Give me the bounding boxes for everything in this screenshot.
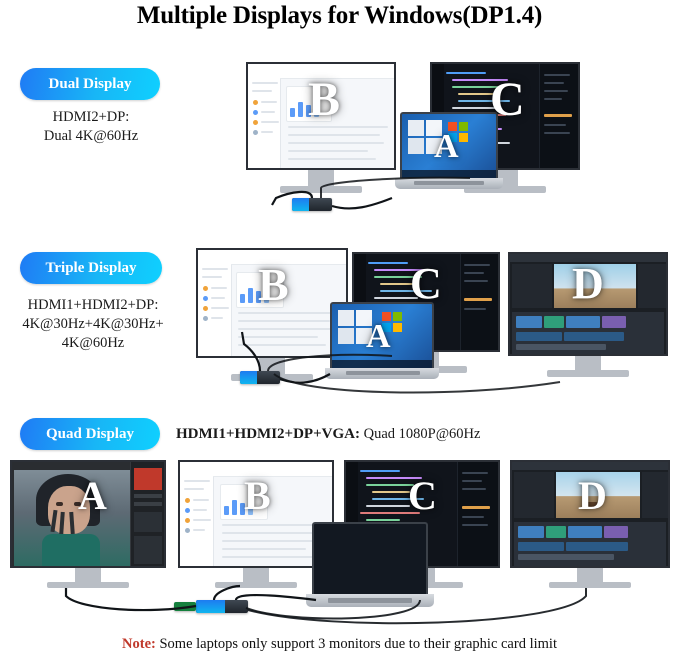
hub-quad: [196, 600, 248, 613]
footer-note-prefix: Note:: [122, 636, 156, 652]
spec-triple-line-2: 4K@30Hz+4K@30Hz+: [22, 316, 164, 332]
monitor-triple-d-label: D: [572, 259, 604, 308]
spec-triple-display: [8, 296, 178, 353]
spec-triple-line-1: HDMI1+HDMI2+DP:: [27, 297, 159, 313]
hub-triple: [240, 371, 280, 384]
badge-quad-display: [20, 418, 160, 450]
hub-dual: [292, 198, 332, 211]
monitor-triple-b-label: B: [258, 259, 289, 310]
monitor-quad-d: [510, 460, 670, 588]
spec-dual-line-2: Dual 4K@60Hz: [43, 128, 139, 144]
spec-dual-display: [18, 108, 164, 146]
monitor-quad-c-label: C: [408, 473, 437, 518]
badge-triple-display: [20, 252, 162, 284]
monitor-triple-d: [508, 252, 668, 380]
laptop-dual-a-label: A: [434, 128, 459, 165]
spec-quad-display: [176, 425, 636, 444]
footer-note: [0, 636, 679, 653]
laptop-dual-a: [400, 112, 498, 200]
footer-note-text: Some laptops only support 3 monitors due to their graphic card limit: [155, 636, 557, 652]
monitor-quad-d-label: D: [578, 473, 607, 518]
monitor-quad-a: [10, 460, 166, 588]
badge-dual-display-label: Dual Display: [48, 75, 132, 92]
spec-triple-line-3: 4K@60Hz: [61, 335, 125, 351]
monitor-dual-b-label: B: [308, 73, 341, 126]
spec-quad-ports: HDMI1+HDMI2+DP+VGA:: [176, 426, 360, 442]
laptop-triple-a-label: A: [366, 318, 391, 355]
spec-quad-value: Quad 1080P@60Hz: [363, 426, 481, 442]
badge-triple-display-label: Triple Display: [45, 259, 137, 276]
spec-dual-line-1: HDMI2+DP:: [52, 109, 130, 125]
hub-quad-connector: [174, 602, 196, 611]
badge-quad-display-label: Quad Display: [46, 425, 134, 442]
monitor-quad-b: [178, 460, 334, 588]
monitor-dual-b: [246, 62, 396, 197]
laptop-triple-a: [330, 302, 434, 388]
monitor-dual-c-label: C: [490, 73, 525, 126]
laptop-quad: [312, 522, 428, 614]
laptop-quad-screen: [312, 522, 428, 594]
monitor-quad-b-label: B: [244, 473, 271, 518]
monitor-triple-b: [196, 248, 348, 386]
page-title: Multiple Displays for Windows(DP1.4): [136, 2, 543, 29]
monitor-triple-c-label: C: [410, 259, 442, 308]
monitor-quad-a-label: A: [78, 473, 107, 518]
badge-dual-display: [20, 68, 160, 100]
